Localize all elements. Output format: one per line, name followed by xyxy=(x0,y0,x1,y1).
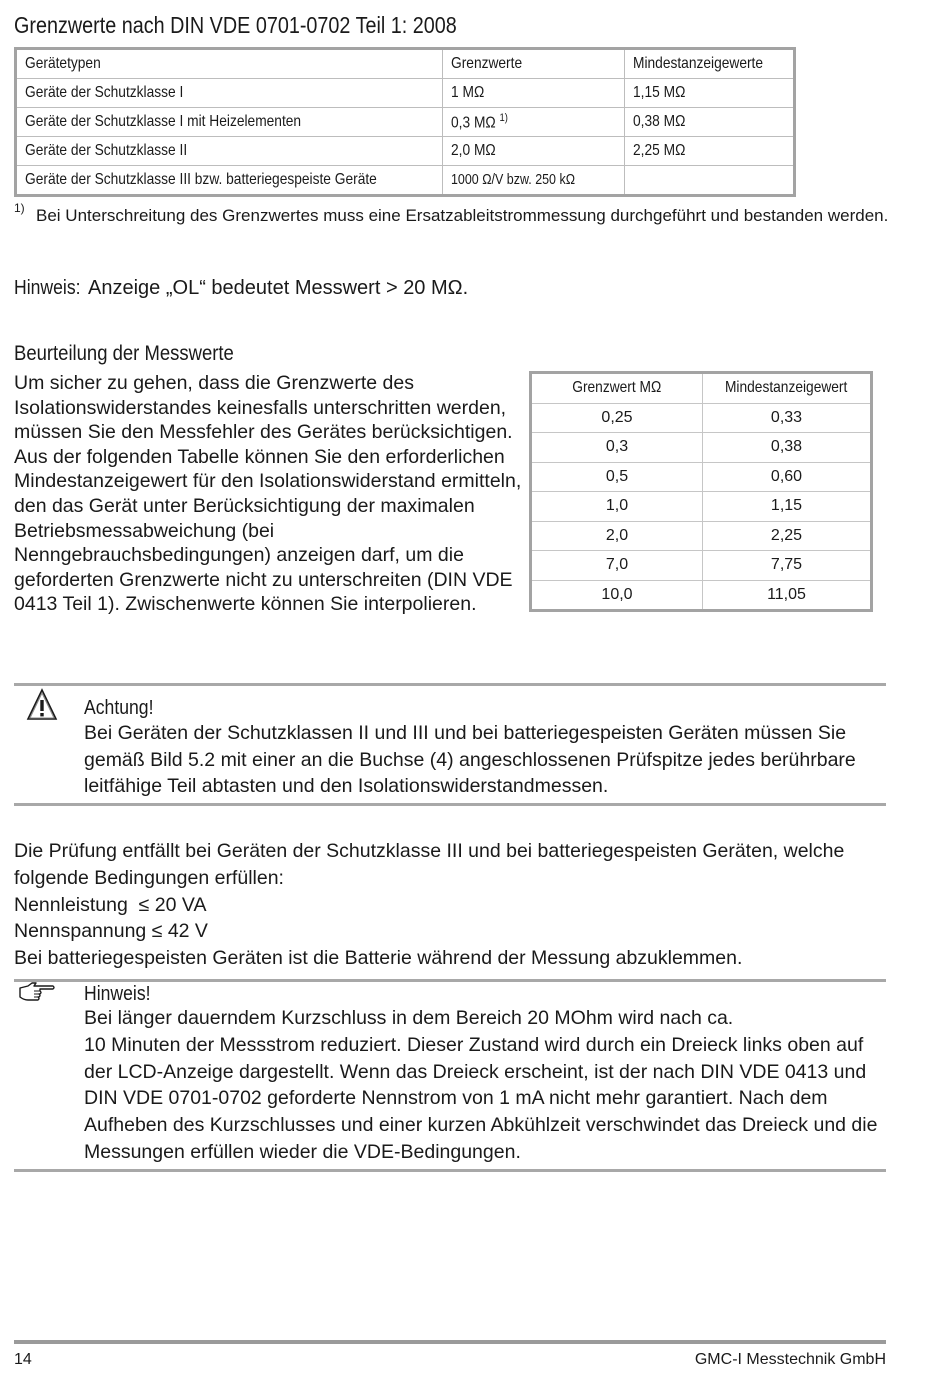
table-row xyxy=(16,79,795,108)
table-header: Mindestanzeigewerte xyxy=(625,49,795,79)
table-cell: 0,38 xyxy=(703,433,872,463)
table-row xyxy=(531,403,872,433)
note-title: Hinweis! xyxy=(84,983,151,1005)
table-cell: 7,75 xyxy=(703,551,872,581)
table-cell: 2,0 MΩ xyxy=(443,137,625,166)
table-header-row xyxy=(16,49,795,79)
table-header: Mindestanzeigewert xyxy=(703,373,872,404)
evaluation-paragraph: Um sicher zu gehen, dass die Grenzwerte des Isolationswiderstandes keinesfalls unterschritten werden, müssen Sie den Messfehler des Gerätes berücksichtigen. Aus der folgenden Tabelle können Sie den erforderlichen Mindestanzeigewert für den Isolationswiderstand ermitteln, den das Gerät unter Berücksichtigung der maximalen Betriebsmessabweichung (bei Nenngebrauchsbedingungen) anzeigen darf, um die geforderten Grenzwerte nicht zu unterschreiten (DIN VDE 0413 Teil 1). Zwischenwerte können Sie interpolieren. xyxy=(14,372,522,616)
limits-table xyxy=(14,47,796,197)
table-cell: 0,25 xyxy=(531,403,703,433)
table-row xyxy=(531,492,872,522)
table-header: Grenzwert MΩ xyxy=(531,373,703,404)
table-cell: 0,5 xyxy=(531,462,703,492)
hint-ol xyxy=(14,277,468,300)
table-cell: 1,15 MΩ xyxy=(625,79,795,108)
table-row xyxy=(16,108,795,137)
note-line: 10 Minuten der Messstrom reduziert. Dieser Zustand wird durch ein Dreieck links oben auf der LCD-Anzeige dargestellt. Wenn das Dreieck erscheint, ist der nach DIN VDE 0413 und DIN VDE 0701-0702 geforderte Nennstrom von 1 mA nicht mehr garantiert. Nach dem Aufheben des Kurzschlusses und einer kurzen Abkühlzeit verschwindet das Dreieck und die Messungen erfüllen wieder die VDE-Bedingungen. xyxy=(84,1033,878,1163)
table-cell: 1,15 xyxy=(703,492,872,522)
table-header-row xyxy=(531,373,872,404)
footnote-ref: 1) xyxy=(499,111,509,124)
table-cell: 2,25 xyxy=(703,521,872,551)
warning-title: Achtung! xyxy=(84,697,154,719)
divider xyxy=(14,683,886,686)
hint-text: Anzeige „OL“ bedeutet Messwert > 20 MΩ. xyxy=(88,277,469,299)
display-values-table xyxy=(529,371,873,612)
table-cell: 0,33 xyxy=(703,403,872,433)
section-title-limits: Grenzwerte nach DIN VDE 0701-0702 Teil 1: 2008 xyxy=(14,12,457,38)
paragraph-line: Nennspannung ≤ 42 V xyxy=(14,920,208,943)
divider xyxy=(14,803,886,806)
table-cell xyxy=(625,166,795,196)
warning-text: Bei Geräten der Schutzklassen II und III und bei batteriegespeisten Geräten müssen Sie gemäß Bild 5.2 mit einer an die Buchse (4) angeschlossenen Prüfspitze jedes berührbare leitfähige Teil abtasten und den Isolationswiderstandmessen. xyxy=(84,722,856,797)
footnote-text: Bei Unterschreitung des Grenzwertes muss eine Ersatzableitstrommessung durchgeführt und bestanden werden. xyxy=(36,206,889,225)
paragraph-line: Bei batteriegespeisten Geräten ist die Batterie während der Messung abzuklemmen. xyxy=(14,947,743,970)
table-cell: Geräte der Schutzklasse III bzw. batteriegespeiste Geräte xyxy=(16,166,443,196)
paragraph-line: Nennleistung ≤ 20 VA xyxy=(14,893,207,916)
paragraph-line: Die Prüfung entfällt bei Geräten der Schutzklasse III und bei batteriegespeisten Geräten, welche folgende Bedingungen erfüllen: xyxy=(14,840,845,889)
table-row xyxy=(531,462,872,492)
table-cell: 10,0 xyxy=(531,580,703,611)
table-cell: 7,0 xyxy=(531,551,703,581)
table-cell: 0,3 MΩ $^{1)}$ xyxy=(443,108,625,137)
table-row xyxy=(531,580,872,611)
table-cell: 2,0 xyxy=(531,521,703,551)
table-cell: 0,60 xyxy=(703,462,872,492)
company-name: GMC-I Messtechnik GmbH xyxy=(694,1351,886,1368)
divider xyxy=(14,1169,886,1172)
table-cell: Geräte der Schutzklasse I mit Heizelementen xyxy=(16,108,443,137)
footnote-mark: 1) xyxy=(14,201,25,215)
table-cell: 2,25 MΩ xyxy=(625,137,795,166)
divider xyxy=(14,979,886,982)
table-cell: 11,05 xyxy=(703,580,872,611)
pointing-hand-icon xyxy=(18,980,56,1002)
table-row xyxy=(16,166,795,196)
section-title-evaluation: Beurteilung der Messwerte xyxy=(14,342,234,365)
table-cell: 1,0 xyxy=(531,492,703,522)
hint-label: Hinweis: xyxy=(14,277,81,299)
warning-triangle-icon xyxy=(26,688,58,722)
table-cell: Geräte der Schutzklasse II xyxy=(16,137,443,166)
table-row xyxy=(531,521,872,551)
exemption-paragraph xyxy=(14,838,894,972)
table-row xyxy=(16,137,795,166)
footer-divider xyxy=(14,1340,886,1344)
page-number: 14 xyxy=(14,1351,32,1368)
table-header: Grenzwerte xyxy=(443,49,625,79)
table-cell: 1 MΩ xyxy=(443,79,625,108)
table-row xyxy=(531,433,872,463)
table-header: Gerätetypen xyxy=(16,49,443,79)
note-text xyxy=(84,1005,890,1166)
table-row xyxy=(531,551,872,581)
table-cell: 0,3 xyxy=(531,433,703,463)
table-cell: 0,38 MΩ xyxy=(625,108,795,137)
table-cell: Geräte der Schutzklasse I xyxy=(16,79,443,108)
note-line: Bei länger dauerndem Kurzschluss in dem Bereich 20 MOhm wird nach ca. xyxy=(84,1007,734,1029)
table-cell: 1000 Ω/V bzw. 250 kΩ xyxy=(443,166,625,196)
